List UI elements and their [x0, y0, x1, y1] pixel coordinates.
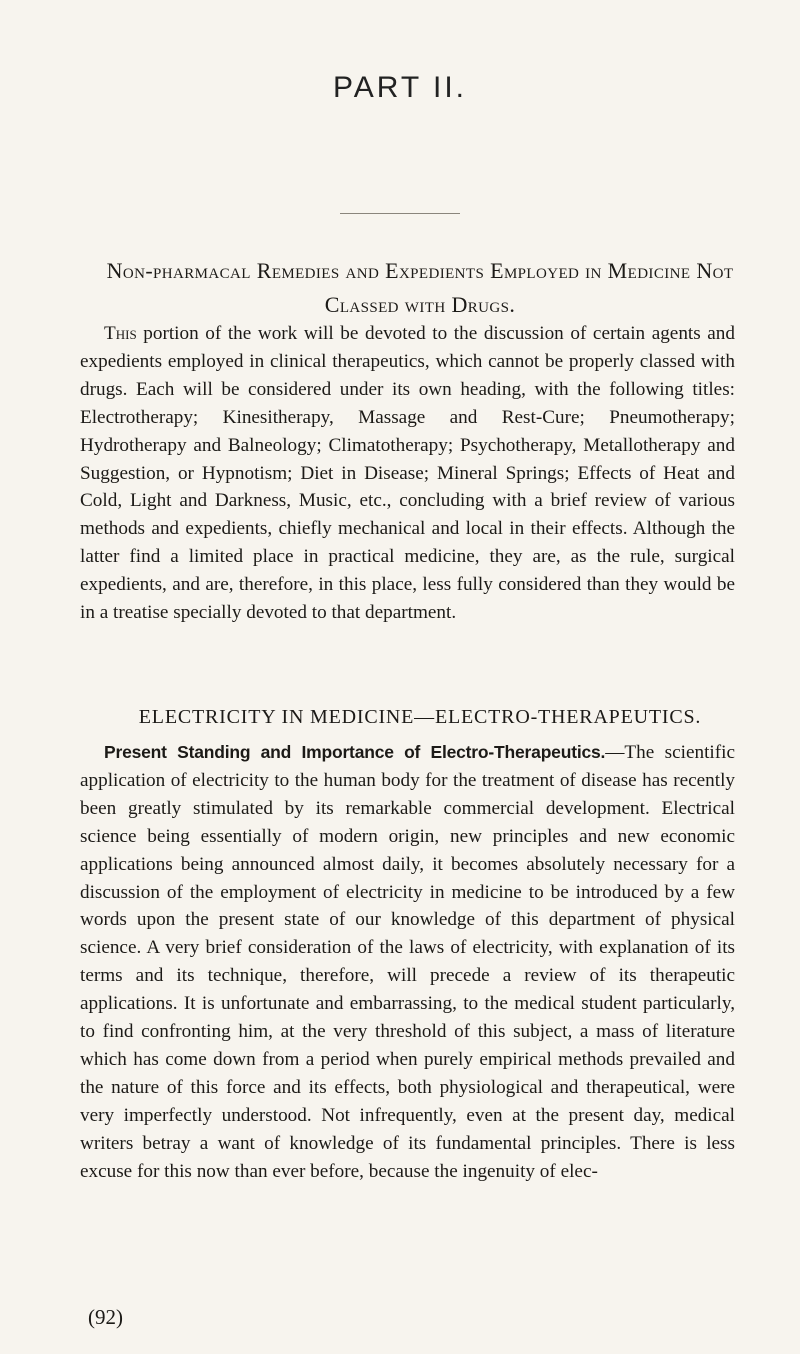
- chapter-title: Non-pharmacal Remedies and Expedients Employed in Medicine Not Classed with Drugs.: [106, 258, 734, 317]
- section-text: —The scientific application of electricity to the human body for the treatment of disease has recently been greatly stimulated by its remarkable commercial development. Electrical science being essentially of modern origin, new principles and new economic applications being announced almost daily, it becomes absolutely necessary for a discussion of the employment of electricity in medicine to be introduced by a few words upon the present state of our knowledge of this department of physical science. A very brief consideration of the laws of electricity, with explanation of its terms and its technique, therefore, will precede a review of its therapeutic applications. It is unfortunate and embarrassing, to the medical student particularly, to find confronting him, at the very threshold of this subject, a mass of literature which has come down from a period when purely empirical methods prevailed and the nature of this force and its effects, both physiological and therapeutical, were very imperfectly understood. Not infrequently, even at the present day, medical writers betray a want of knowledge of its fundamental principles. There is less excuse for this now than ever before, because the ingenuity of elec-: [80, 742, 736, 1182]
- intro-lead-word: This: [104, 323, 137, 344]
- part-heading: PART II.: [332, 71, 468, 104]
- intro-paragraph: [80, 320, 735, 627]
- runin-heading: Present Standing and Importance of Electro-Therapeutics.: [104, 742, 606, 762]
- page-number: (92): [88, 1305, 123, 1329]
- section-heading: ELECTRICITY IN MEDICINE—ELECTRO-THERAPEUTICS.: [138, 706, 702, 728]
- section-paragraph: [80, 739, 735, 1186]
- intro-text: portion of the work will be devoted to the discussion of certain agents and expedients employed in clinical therapeutics, which cannot be properly classed with drugs. Each will be considered under its own heading, with the following titles: Electrotherapy; Kinesitherapy, Massage and Rest-Cure; Pneumotherapy; Hydrotherapy and Balneology; Climatotherapy; Psychotherapy, Metallotherapy and Suggestion, or Hypnotism; Diet in Disease; Mineral Springs; Effects of Heat and Cold, Light and Darkness, Music, etc., concluding with a brief review of various methods and expedients, chiefly mechanical and local in their effects. Although the latter find a limited place in practical medicine, they are, as the rule, surgical expedients, and are, therefore, in this place, less fully considered than they would be in a treatise specially devoted to that department.: [80, 323, 735, 624]
- divider-rule: [340, 213, 460, 214]
